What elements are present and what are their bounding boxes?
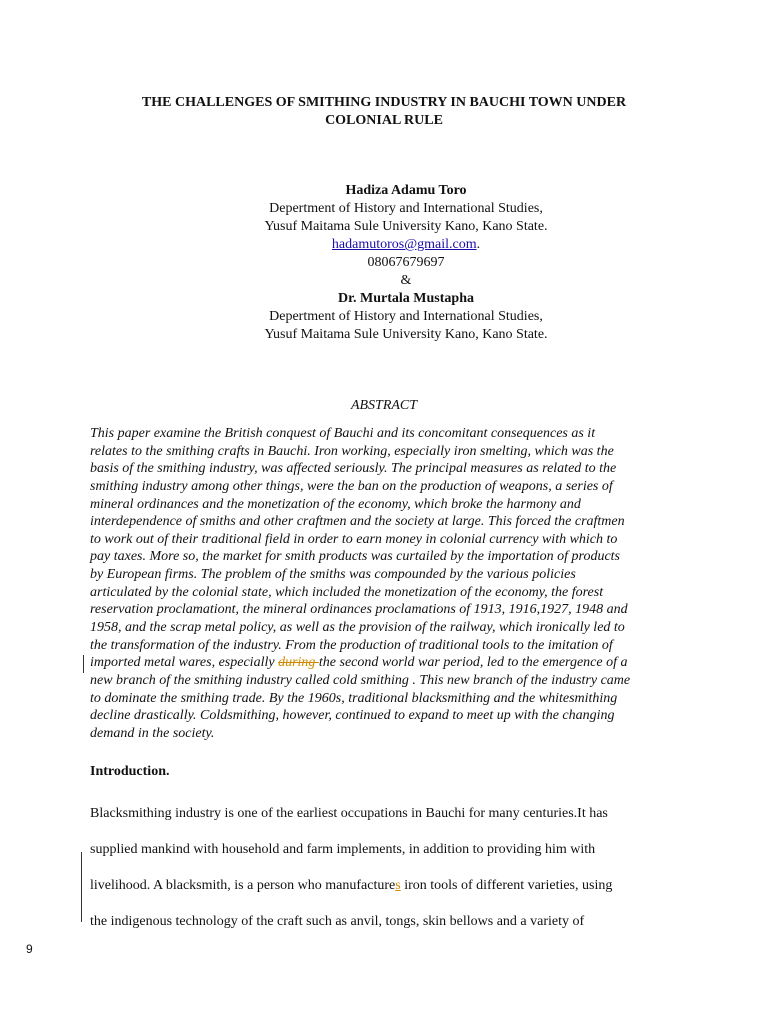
title-line-1: THE CHALLENGES OF SMITHING INDUSTRY IN BAUCHI TOWN UNDER	[141, 95, 627, 110]
abstract-line: to dominate the smithing trade. By the 1960s, traditional blacksmithing and the whitesmithing	[90, 690, 618, 706]
abstract-line: the transformation of the industry. From the production of traditional tools to the imitation of	[90, 637, 613, 653]
abstract-line: demand in the society.	[90, 725, 215, 741]
abstract-line: interdependence of smiths and other craftmen and the society at large. This forced the craftmen	[90, 514, 625, 530]
abstract-line-tracked	[90, 654, 680, 672]
change-bar-introduction	[81, 852, 82, 922]
author-1-email-line	[90, 236, 722, 254]
introduction-heading: Introduction.	[90, 764, 170, 779]
abstract-line: to work out of their traditional field in order to earn money in colonial currency with which to	[90, 531, 618, 547]
abstract-line: by European firms. The problem of the smiths was compounded by the various policies	[90, 567, 576, 583]
introduction-body	[90, 796, 690, 940]
author-1-university: Yusuf Maitama Sule University Kano, Kano State.	[264, 219, 548, 234]
author-block	[90, 182, 722, 344]
intro-text: livelihood.	[90, 878, 151, 893]
tracked-insertion: s	[395, 878, 401, 893]
intro-text: iron tools of different varieties, using	[400, 878, 613, 893]
author-1-phone: 08067679697	[367, 255, 445, 270]
abstract-text: imported metal wares, especially	[90, 655, 279, 671]
change-bar-abstract	[83, 655, 84, 673]
abstract-line: 1958, and the scrap metal policy, as well as the provision of the railway, which ironically led to	[90, 620, 625, 636]
intro-line	[90, 904, 690, 940]
intro-text: A blacksmith, is a	[150, 878, 254, 893]
intro-line: supplied mankind with household and farm implements, in addition to providing him with	[90, 842, 596, 857]
abstract-heading: ABSTRACT	[350, 398, 418, 413]
intro-text: the indigenous technology	[90, 914, 238, 929]
author-2-university: Yusuf Maitama Sule University Kano, Kano State.	[264, 327, 548, 342]
page-number: 9	[26, 942, 33, 956]
abstract-line: articulated by the colonial state, which included the monetization of the economy, the forest	[90, 584, 604, 600]
intro-line-tracked	[90, 868, 690, 904]
intro-text: of the craft such as anvil, tongs, skin bellows and a variety of	[237, 914, 585, 929]
author-2-name: Dr. Murtala Mustapha	[338, 291, 474, 306]
abstract-line: This paper examine the British conquest of Bauchi and its concomitant consequences as it	[90, 426, 596, 441]
abstract-line: mineral ordinances and the monetization of the economy, which broke the harmony and	[90, 496, 581, 512]
author-1-department: Depertment of History and International Studies,	[269, 201, 543, 216]
email-suffix: .	[476, 237, 481, 252]
abstract-line: new branch of the smithing industry called cold smithing . This new branch of the industry came	[90, 672, 631, 688]
abstract-line: decline drastically. Coldsmithing, however, continued to expand to meet up with the changing	[90, 708, 615, 724]
abstract-body	[90, 425, 680, 743]
abstract-line: basis of the smithing industry, was affected seriously. The principal measures as related to the	[90, 461, 617, 477]
tracked-deletion: during	[278, 655, 319, 671]
abstract-line: smithing industry among other things, were the ban on the production of weapons, a series of	[90, 478, 613, 494]
author-1-name: Hadiza Adamu Toro	[345, 183, 467, 198]
author-2-department: Depertment of History and International Studies,	[269, 309, 543, 324]
abstract-line: pay taxes. More so, the market for smith products was curtailed by the importation of products	[90, 549, 621, 565]
title-line-2: COLONIAL RULE	[325, 113, 443, 128]
abstract-text: the second world war period, led to the emergence of a	[318, 655, 628, 671]
paper-title	[90, 94, 678, 130]
intro-line: Blacksmithing industry is one of the earliest occupations in Bauchi for many centuries.It has	[90, 806, 608, 821]
abstract-line: relates to the smithing crafts in Bauchi. Iron working, especially iron smelting, which was the	[90, 443, 614, 459]
author-1-email-link[interactable]: hadamutoros@gmail.com	[331, 237, 477, 252]
intro-text: person who manufacture	[253, 878, 396, 893]
author-separator: &	[400, 273, 412, 288]
abstract-line: reservation proclamationt, the mineral ordinances proclamations of 1913, 1916,1927, 1948 and	[90, 602, 628, 618]
